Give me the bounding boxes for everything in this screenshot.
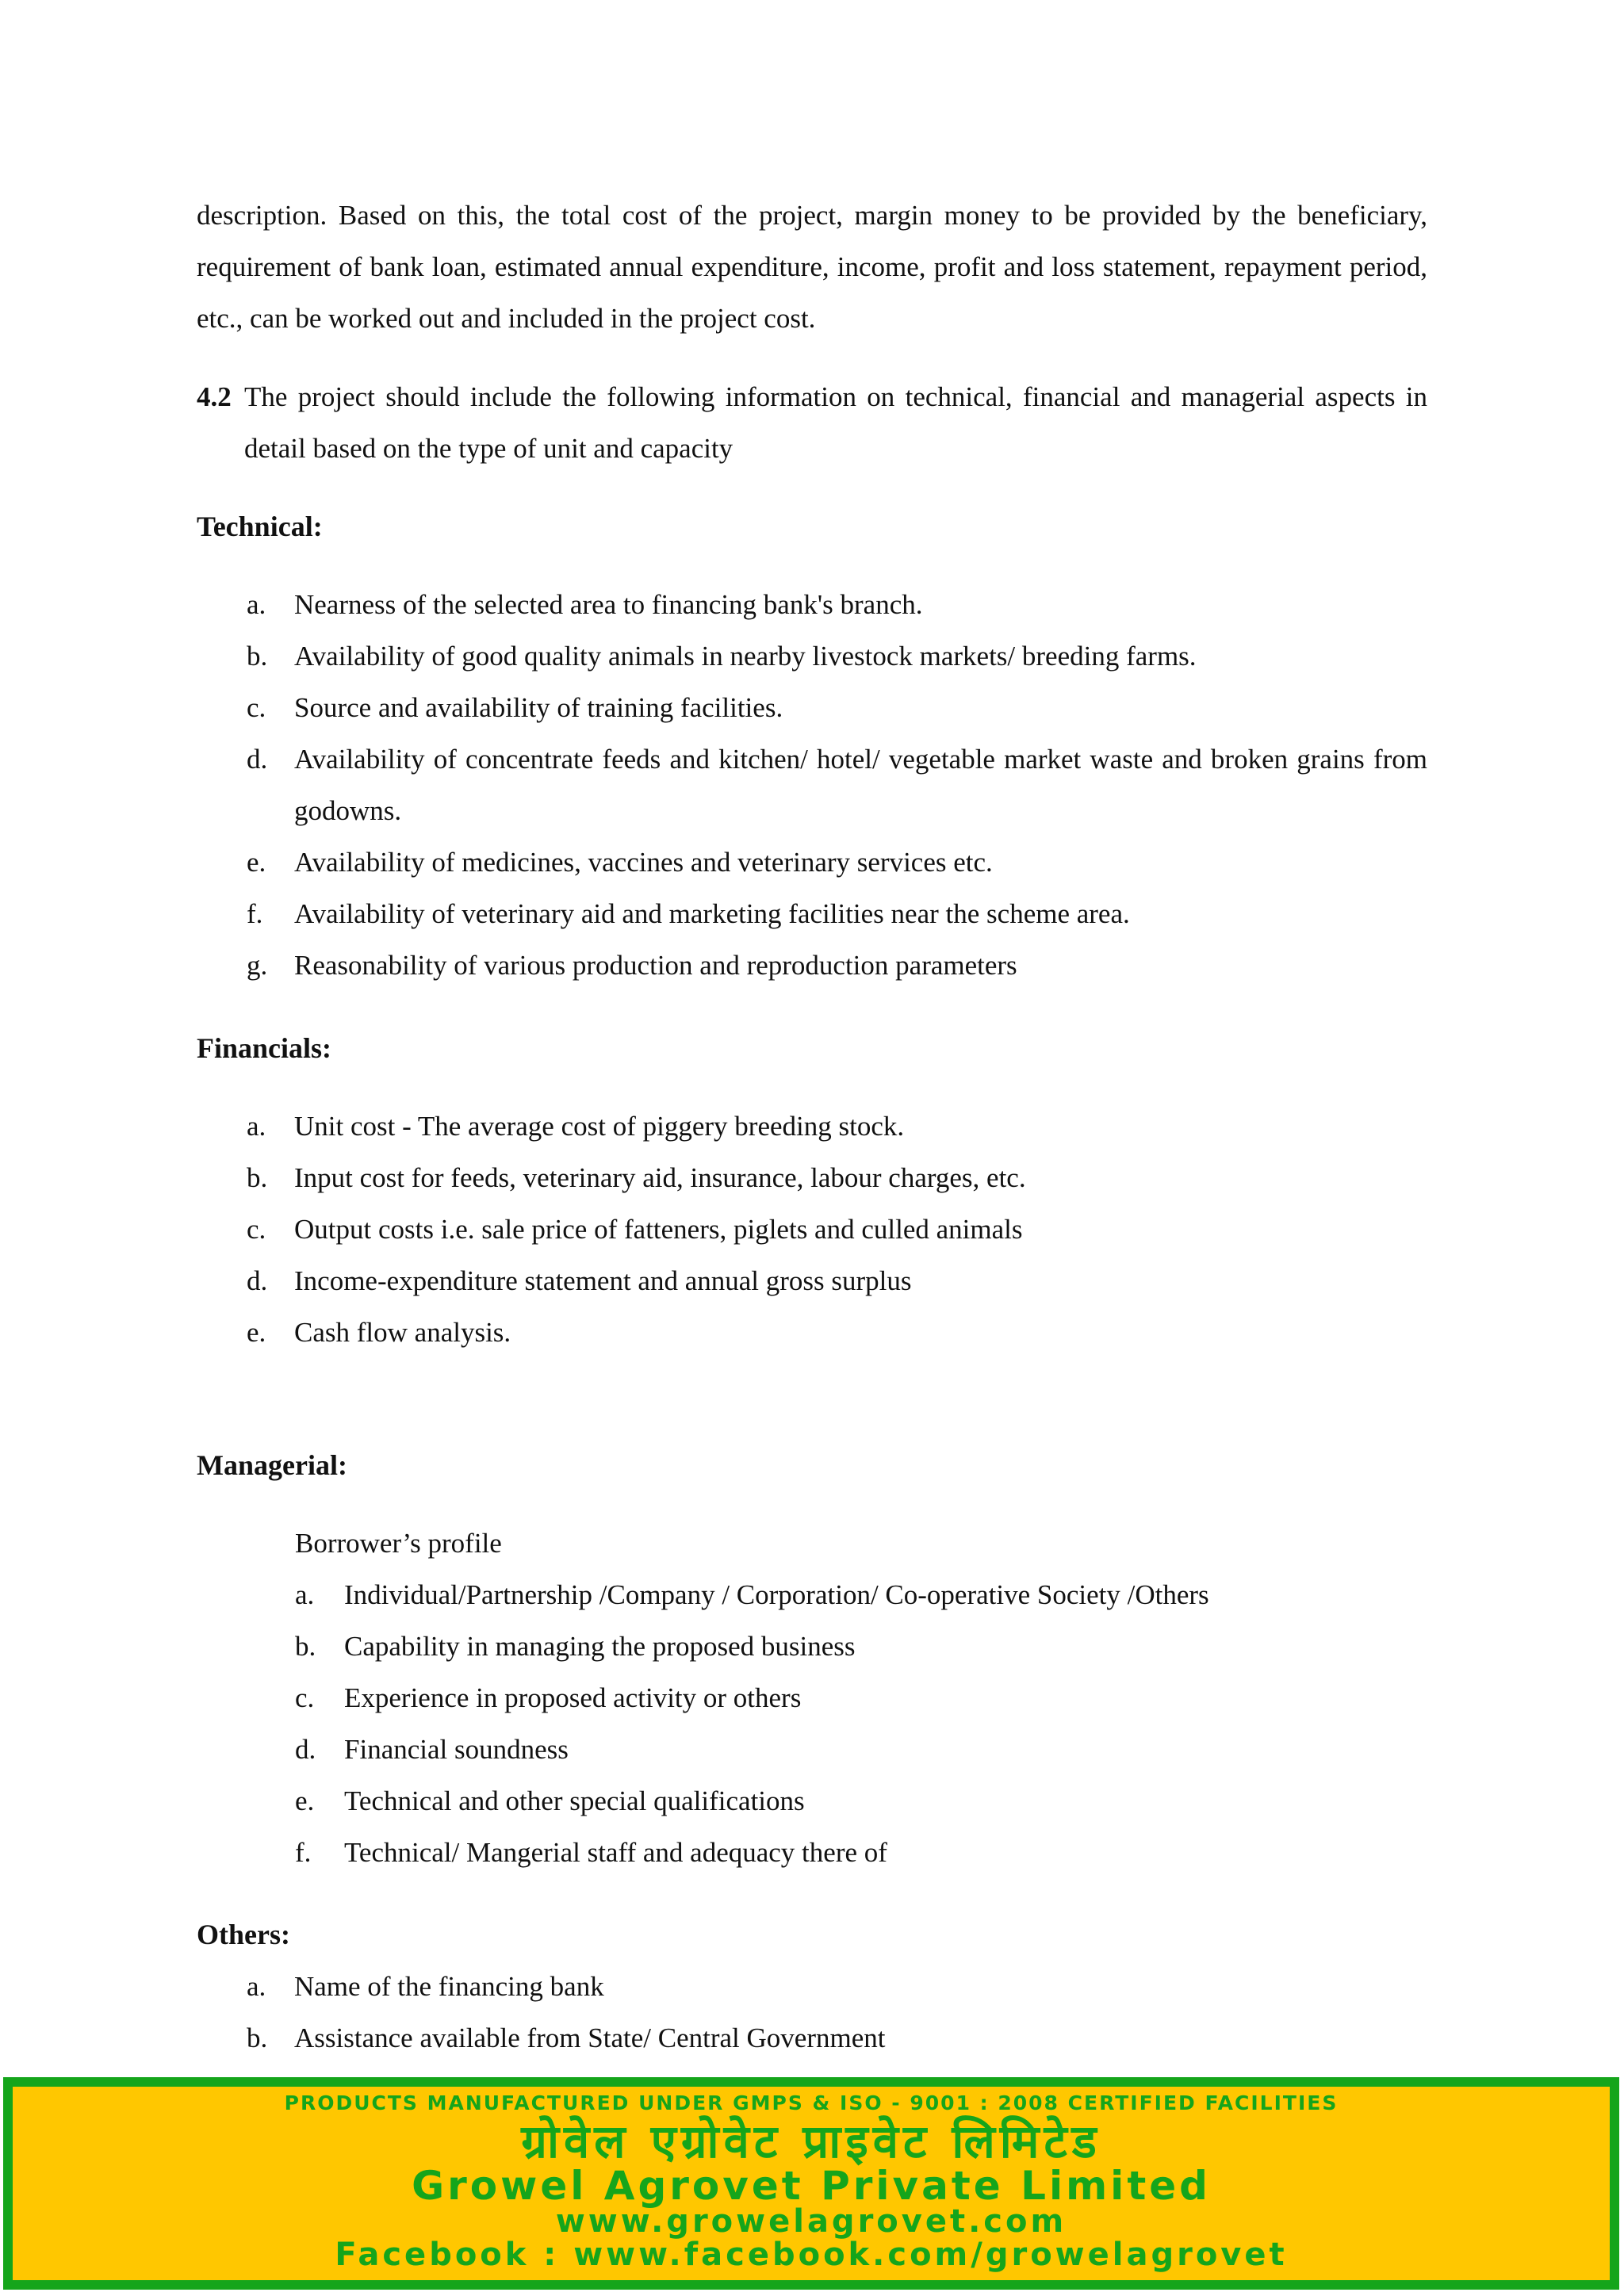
list-item-text: Experience in proposed activity or others (344, 1682, 802, 1713)
list-item-text: Source and availability of training facilities. (294, 692, 783, 723)
list-item-label: b. (295, 1631, 316, 1662)
list-item-text: Financial soundness (344, 1734, 569, 1765)
list-item-text: Nearness of the selected area to financing bank's branch. (294, 589, 923, 620)
footer-company-name: Growel Agrovet Private Limited (412, 2163, 1211, 2209)
others-list (247, 1961, 1427, 2064)
technical-heading: Technical: (197, 511, 323, 542)
list-item-text: Individual/Partnership /Company / Corporation/ Co-operative Society /Others (344, 1579, 1209, 1610)
list-item-label: a. (247, 589, 266, 620)
list-item (247, 888, 1427, 939)
list-item (247, 836, 1427, 888)
list-item-text: Output costs i.e. sale price of fatteners, piglets and culled animals (294, 1214, 1023, 1245)
list-item-label: c. (295, 1682, 315, 1713)
list-item-label: f. (247, 898, 263, 929)
list-item-text: Input cost for feeds, veterinary aid, insurance, labour charges, etc. (294, 1162, 1026, 1193)
list-item (247, 630, 1427, 682)
list-item (295, 1827, 1427, 1878)
financials-list (247, 1100, 1427, 1358)
list-item-label: a. (247, 1111, 266, 1142)
list-item (295, 1724, 1427, 1775)
footer-facebook-link[interactable]: Facebook : www.facebook.com/growelagrovet (335, 2237, 1288, 2273)
list-item-label: b. (247, 641, 268, 672)
list-item-label: a. (247, 1971, 266, 2002)
list-item-text: Reasonability of various production and reproduction parameters (294, 950, 1017, 981)
footer-certification-line: PRODUCTS MANUFACTURED UNDER GMPS & ISO - 9001 : 2008 CERTIFIED FACILITIES (284, 2091, 1339, 2114)
section-4-2 (197, 371, 1427, 474)
list-item-label: b. (247, 2022, 268, 2053)
list-item-text: Availability of veterinary aid and marketing facilities near the scheme area. (294, 898, 1130, 929)
list-item (247, 1307, 1427, 1358)
footer-website-link[interactable]: www.growelagrovet.com (555, 2203, 1067, 2240)
list-item-label: b. (247, 1162, 268, 1193)
list-item-text: Unit cost - The average cost of piggery breeding stock. (294, 1111, 905, 1142)
section-text: The project should include the following information on technical, financial and managerial aspects in detail based on the type of unit and capacity (244, 381, 1427, 464)
list-item-text: Income-expenditure statement and annual gross surplus (294, 1265, 912, 1296)
list-item-label: g. (247, 950, 268, 981)
managerial-heading: Managerial: (197, 1449, 347, 1481)
company-footer-banner (3, 2077, 1619, 2290)
list-item (247, 1961, 1427, 2012)
list-item-text: Availability of concentrate feeds and kitchen/ hotel/ vegetable market waste and broken grains from godowns. (294, 744, 1427, 826)
list-item-text: Technical/ Mangerial staff and adequacy there of (344, 1837, 887, 1868)
list-item-label: c. (247, 1214, 266, 1245)
list-item (247, 2012, 1427, 2064)
list-item-text: Availability of medicines, vaccines and veterinary services etc. (294, 847, 993, 878)
list-item (295, 1569, 1427, 1621)
technical-list (247, 579, 1427, 991)
list-item-text: Technical and other special qualifications (344, 1785, 805, 1816)
list-item (247, 1100, 1427, 1152)
list-item (295, 1672, 1427, 1724)
list-item-text: Availability of good quality animals in nearby livestock markets/ breeding farms. (294, 641, 1197, 672)
list-item-label: e. (247, 1317, 266, 1348)
list-item-label: a. (295, 1579, 315, 1610)
list-item (295, 1775, 1427, 1827)
list-item-label: e. (247, 847, 266, 878)
intro-paragraph: description. Based on this, the total cost of the project, margin money to be provided by the beneficiary, requirement of bank loan, estimated annual expenditure, income, profit and loss statement, repayment period, etc., can be worked out and included in the project cost. (197, 200, 1427, 334)
others-heading: Others: (197, 1919, 290, 1950)
list-item (247, 682, 1427, 733)
footer-hindi-company-name: ग्रोवेल एग्रोवेट प्राइवेट लिमिटेड (521, 2114, 1101, 2168)
list-item-label: c. (247, 692, 266, 723)
list-item-label: e. (295, 1785, 315, 1816)
list-item-label: d. (247, 1265, 268, 1296)
borrower-profile-heading: Borrower’s profile (295, 1528, 502, 1559)
section-number: 4.2 (197, 381, 232, 412)
list-item (247, 1152, 1427, 1203)
list-item-text: Capability in managing the proposed business (344, 1631, 856, 1662)
list-item-label: f. (295, 1837, 312, 1868)
list-item (247, 1203, 1427, 1255)
list-item (247, 1255, 1427, 1307)
list-item-text: Cash flow analysis. (294, 1317, 511, 1348)
list-item-label: d. (247, 744, 268, 775)
list-item-text: Assistance available from State/ Central Government (294, 2022, 886, 2053)
list-item (247, 579, 1427, 630)
list-item-text: Name of the financing bank (294, 1971, 604, 2002)
financials-heading: Financials: (197, 1032, 332, 1064)
list-item-label: d. (295, 1734, 316, 1765)
list-item (295, 1621, 1427, 1672)
list-item (247, 939, 1427, 991)
managerial-list (295, 1569, 1427, 1878)
list-item (247, 733, 1427, 836)
